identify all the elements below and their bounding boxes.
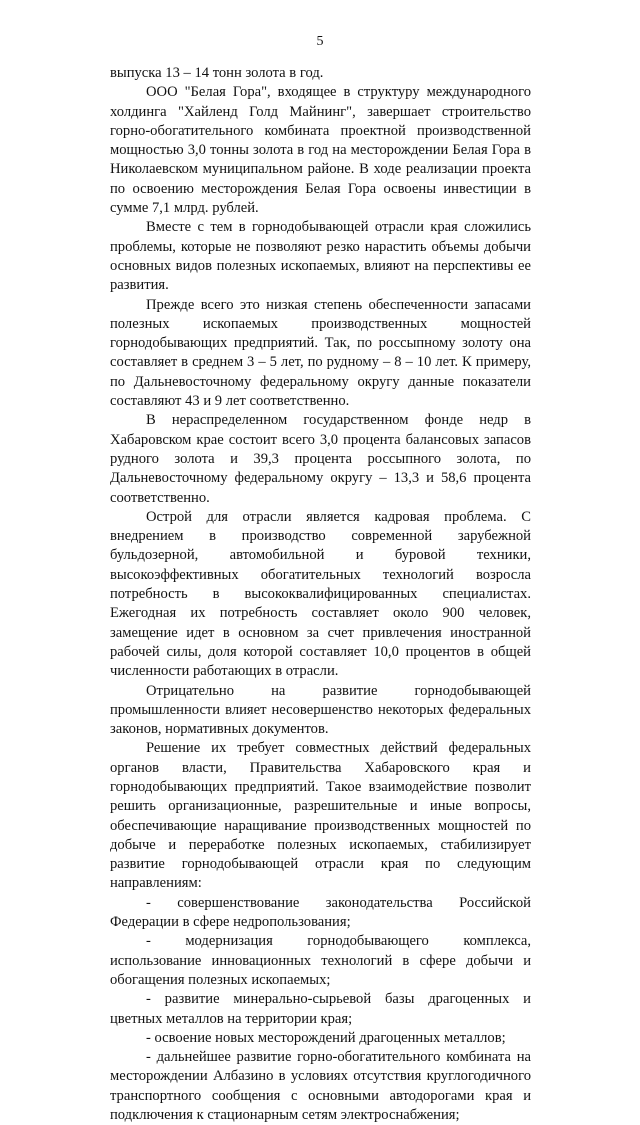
- list-item: - дальнейшее развитие горно-обогатительного комбината на месторождении Албазино в условиях отсутствия круглогодичного транспортного сообщения с основными автодорогами края и подключения к стационарным сетям электроснабжения;: [110, 1049, 531, 1124]
- list-item: - модернизация горнодобывающего комплекса, использование инновационных технологий в сфере добычи и обогащения полезных ископаемых;: [110, 933, 531, 988]
- paragraph-staffing: Острой для отрасли является кадровая проблема. С внедрением в производство современной зарубежной бульдозерной, автомобильной и буровой техники, высокоэффективных обогатительных технологий возросла потребность в высококвалифицированных специалистах. Ежегодная их потребность составляет около 900 человек, замещение идет в основном за счет привлечения иностранной рабочей силы, доля которой составляет 10,0 процентов в общей численности работающих в отрасли.: [110, 508, 531, 680]
- paragraph-legislation: Отрицательно на развитие горнодобывающей промышленности влияет несовершенство некоторых федеральных законов, нормативных документов.: [110, 682, 531, 738]
- paragraph-reserves: Прежде всего это низкая степень обеспеченности запасами полезных ископаемых производственных мощностей горнодобывающих предприятий. Так, по россыпному золоту она составляет в среднем 3 – 5 лет, по рудному – 8 – 10 лет. К примеру, по Дальневосточному федеральному округу данные показатели составляют 43 и 9 лет соответственно.: [110, 296, 531, 410]
- document-body: [110, 64, 531, 1125]
- paragraph-solution: Решение их требует совместных действий федеральных органов власти, Правительства Хабаровского края и горнодобывающих предприятий. Такое взаимодействие позволит решить организационные, разрешительные и иные вопросы, обеспечивающие наращивание производственных мощностей по добыче и переработке полезных ископаемых, стабилизирует развитие горнодобывающей отрасли края по следующим направлениям:: [110, 740, 531, 892]
- paragraph-continued: выпуска 13 – 14 тонн золота в год.: [110, 65, 324, 81]
- page-number: 5: [316, 34, 324, 49]
- paragraph-problems: Вместе с тем в горнодобывающей отрасли края сложились проблемы, которые не позволяют резко нарастить объемы добычи основных видов полезных ископаемых, влияют на перспективы ее развития.: [110, 219, 531, 294]
- list-item: - развитие минерально-сырьевой базы драгоценных и цветных металлов на территории края;: [110, 991, 531, 1027]
- list-item: - совершенствование законодательства Российской Федерации в сфере недропользования;: [110, 894, 531, 931]
- list-item: - освоение новых месторождений драгоценных металлов;: [146, 1029, 506, 1046]
- paragraph-belaya-gora: ООО "Белая Гора", входящее в структуру международного холдинга "Хайленд Голд Майнинг", завершает строительство горно-обогатительного комбината проектной производственной мощностью 3,0 тонны золота в год на месторождении Белая Гора в Николаевском муниципальном районе. В ходе реализации проекта по освоению месторождения Белая Гора освоены инвестиции в сумме 7,1 млрд. рублей.: [110, 84, 531, 217]
- paragraph-state-fund: В нераспределенном государственном фонде недр в Хабаровском крае состоит всего 3,0 процента балансовых запасов рудного золота и 39,3 процента россыпного золота, по Дальневосточному федеральному округу – 13,3 и 58,6 процента соответственно.: [110, 412, 531, 506]
